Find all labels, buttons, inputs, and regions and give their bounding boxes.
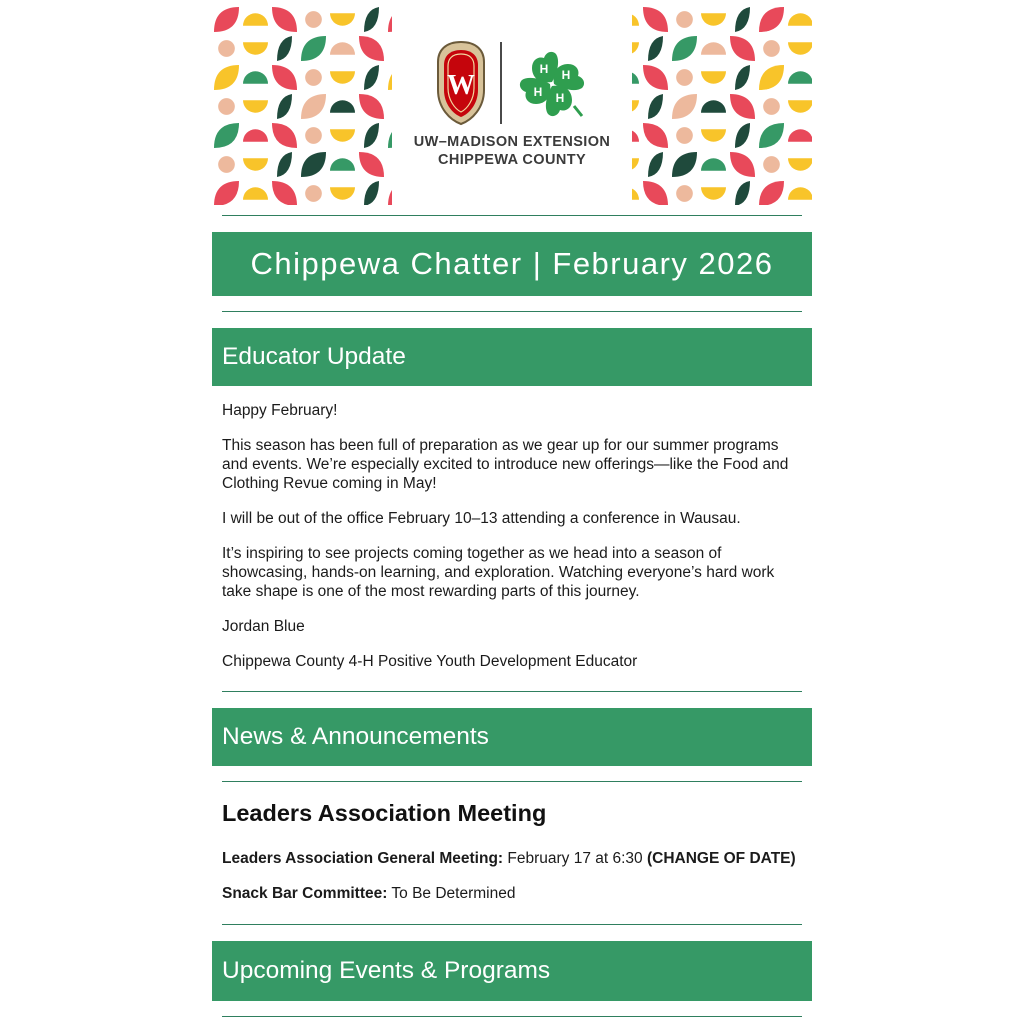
pattern-shape bbox=[643, 181, 668, 205]
pattern-shape bbox=[759, 65, 784, 90]
general-meeting-label: Leaders Association General Meeting: bbox=[222, 850, 504, 867]
pattern-shape bbox=[364, 65, 379, 90]
pattern-shape bbox=[243, 187, 268, 200]
divider bbox=[222, 691, 802, 692]
pattern-shape bbox=[701, 100, 726, 113]
pattern-shape bbox=[759, 181, 784, 205]
pattern-shape bbox=[759, 123, 784, 148]
pattern-shape bbox=[643, 65, 668, 90]
divider bbox=[222, 781, 802, 782]
uw-crest-logo bbox=[432, 40, 490, 126]
pattern-shape bbox=[330, 13, 355, 26]
pattern-shape bbox=[672, 152, 697, 177]
pattern-shape bbox=[243, 129, 268, 142]
pattern-shape bbox=[648, 152, 663, 177]
clover-letter-1: H bbox=[539, 62, 549, 76]
pattern-shape bbox=[214, 7, 239, 32]
paragraph: It’s inspiring to see projects coming together as we head into a season of showcasing, hands-on learning, and exploration. Watching everyone’s hard work take shape is one of the most rewarding parts of this journey. bbox=[222, 545, 775, 600]
decorative-pattern-left bbox=[212, 5, 412, 205]
pattern-shape bbox=[243, 71, 268, 84]
pattern-shape bbox=[330, 187, 355, 200]
decorative-pattern-right bbox=[612, 5, 812, 205]
pattern-shape bbox=[701, 129, 726, 142]
educator-update-heading: Educator Update bbox=[212, 328, 812, 386]
pattern-shape bbox=[330, 100, 355, 113]
pattern-shape bbox=[301, 152, 326, 177]
general-meeting-value: February 17 at 6:30 bbox=[503, 850, 647, 867]
pattern-shape bbox=[330, 71, 355, 84]
pattern-shape bbox=[272, 181, 297, 205]
pattern-shape bbox=[735, 181, 750, 205]
pattern-shape bbox=[701, 187, 726, 200]
pattern-shape bbox=[648, 36, 663, 61]
pattern-shape bbox=[676, 69, 693, 86]
paragraph: I will be out of the office February 10–13 attending a conference in Wausau. bbox=[222, 510, 741, 527]
pattern-shape bbox=[277, 94, 292, 119]
pattern-shape bbox=[643, 123, 668, 148]
newsletter-title: Chippewa Chatter | February 2026 bbox=[212, 232, 812, 296]
logo-divider bbox=[500, 42, 502, 124]
snack-bar-value: To Be Determined bbox=[387, 885, 516, 902]
pattern-shape bbox=[701, 42, 726, 55]
divider bbox=[222, 215, 802, 216]
pattern-shape bbox=[243, 42, 268, 55]
pattern-shape bbox=[305, 185, 322, 202]
general-meeting-line bbox=[222, 850, 796, 868]
signature-name: Jordan Blue bbox=[222, 618, 305, 635]
pattern-shape bbox=[214, 181, 239, 205]
pattern-shape bbox=[735, 123, 750, 148]
pattern-shape bbox=[730, 94, 755, 119]
news-heading: News & Announcements bbox=[212, 708, 812, 766]
pattern-shape bbox=[218, 156, 235, 173]
pattern-shape bbox=[672, 94, 697, 119]
pattern-shape bbox=[788, 71, 812, 84]
pattern-shape bbox=[676, 127, 693, 144]
pattern-shape bbox=[243, 13, 268, 26]
logo-area bbox=[392, 5, 632, 205]
extension-name bbox=[392, 133, 632, 169]
extension-name-line2: CHIPPEWA COUNTY bbox=[437, 152, 587, 168]
pattern-shape bbox=[648, 94, 663, 119]
pattern-shape bbox=[763, 40, 780, 57]
pattern-shape bbox=[676, 11, 693, 28]
pattern-shape bbox=[763, 156, 780, 173]
pattern-shape bbox=[730, 152, 755, 177]
pattern-shape bbox=[364, 7, 379, 32]
pattern-shape bbox=[272, 7, 297, 32]
pattern-shape bbox=[359, 152, 384, 177]
snack-bar-label: Snack Bar Committee: bbox=[222, 885, 388, 902]
clover-letter-2: H bbox=[561, 68, 571, 82]
4h-clover-logo bbox=[512, 44, 592, 124]
pattern-shape bbox=[763, 98, 780, 115]
pattern-shape bbox=[218, 40, 235, 57]
header-banner bbox=[212, 5, 812, 205]
greeting: Happy February! bbox=[222, 402, 338, 419]
pattern-shape bbox=[701, 158, 726, 171]
pattern-shape bbox=[643, 7, 668, 32]
pattern-shape bbox=[364, 123, 379, 148]
pattern-shape bbox=[277, 36, 292, 61]
pattern-shape bbox=[305, 11, 322, 28]
pattern-shape bbox=[676, 185, 693, 202]
paragraph: This season has been full of preparation as we gear up for our summer programs and events. We’re especially excited to introduce new offerings—like the Food and Clothing Revue coming in May! bbox=[222, 437, 789, 492]
crest-letter: W bbox=[447, 70, 475, 101]
pattern-shape bbox=[277, 152, 292, 177]
signature-title: Chippewa County 4-H Positive Youth Development Educator bbox=[222, 653, 638, 670]
divider bbox=[222, 311, 802, 312]
pattern-shape bbox=[330, 158, 355, 171]
pattern-shape bbox=[364, 181, 379, 205]
pattern-shape bbox=[243, 100, 268, 113]
pattern-shape bbox=[788, 100, 812, 113]
divider bbox=[222, 1016, 802, 1017]
pattern-shape bbox=[272, 123, 297, 148]
educator-update-body bbox=[222, 401, 797, 687]
snack-bar-line bbox=[222, 885, 515, 903]
pattern-shape bbox=[788, 187, 812, 200]
pattern-shape bbox=[214, 123, 239, 148]
pattern-shape bbox=[701, 71, 726, 84]
pattern-shape bbox=[359, 36, 384, 61]
change-of-date-note: (CHANGE OF DATE) bbox=[646, 850, 796, 867]
pattern-shape bbox=[359, 94, 384, 119]
pattern-shape bbox=[672, 36, 697, 61]
upcoming-events-heading: Upcoming Events & Programs bbox=[212, 941, 812, 1001]
pattern-shape bbox=[330, 42, 355, 55]
pattern-shape bbox=[735, 65, 750, 90]
divider bbox=[222, 924, 802, 925]
pattern-shape bbox=[759, 7, 784, 32]
leaders-meeting-heading: Leaders Association Meeting bbox=[222, 800, 547, 826]
pattern-shape bbox=[788, 158, 812, 170]
pattern-shape bbox=[305, 69, 322, 86]
pattern-shape bbox=[301, 36, 326, 61]
pattern-shape bbox=[788, 42, 812, 55]
clover-letter-3: H bbox=[555, 91, 565, 105]
pattern-shape bbox=[330, 129, 355, 142]
pattern-shape bbox=[735, 7, 750, 32]
pattern-shape bbox=[788, 13, 812, 26]
clover-letter-4: H bbox=[533, 85, 543, 99]
pattern-shape bbox=[305, 127, 322, 144]
extension-name-line1: UW–MADISON EXTENSION bbox=[413, 134, 611, 150]
pattern-shape bbox=[214, 65, 239, 90]
pattern-shape bbox=[301, 94, 326, 119]
pattern-shape bbox=[218, 98, 235, 115]
pattern-shape bbox=[730, 36, 755, 61]
pattern-shape bbox=[701, 13, 726, 26]
pattern-shape bbox=[243, 158, 268, 170]
pattern-shape bbox=[788, 129, 812, 142]
pattern-shape bbox=[272, 65, 297, 90]
